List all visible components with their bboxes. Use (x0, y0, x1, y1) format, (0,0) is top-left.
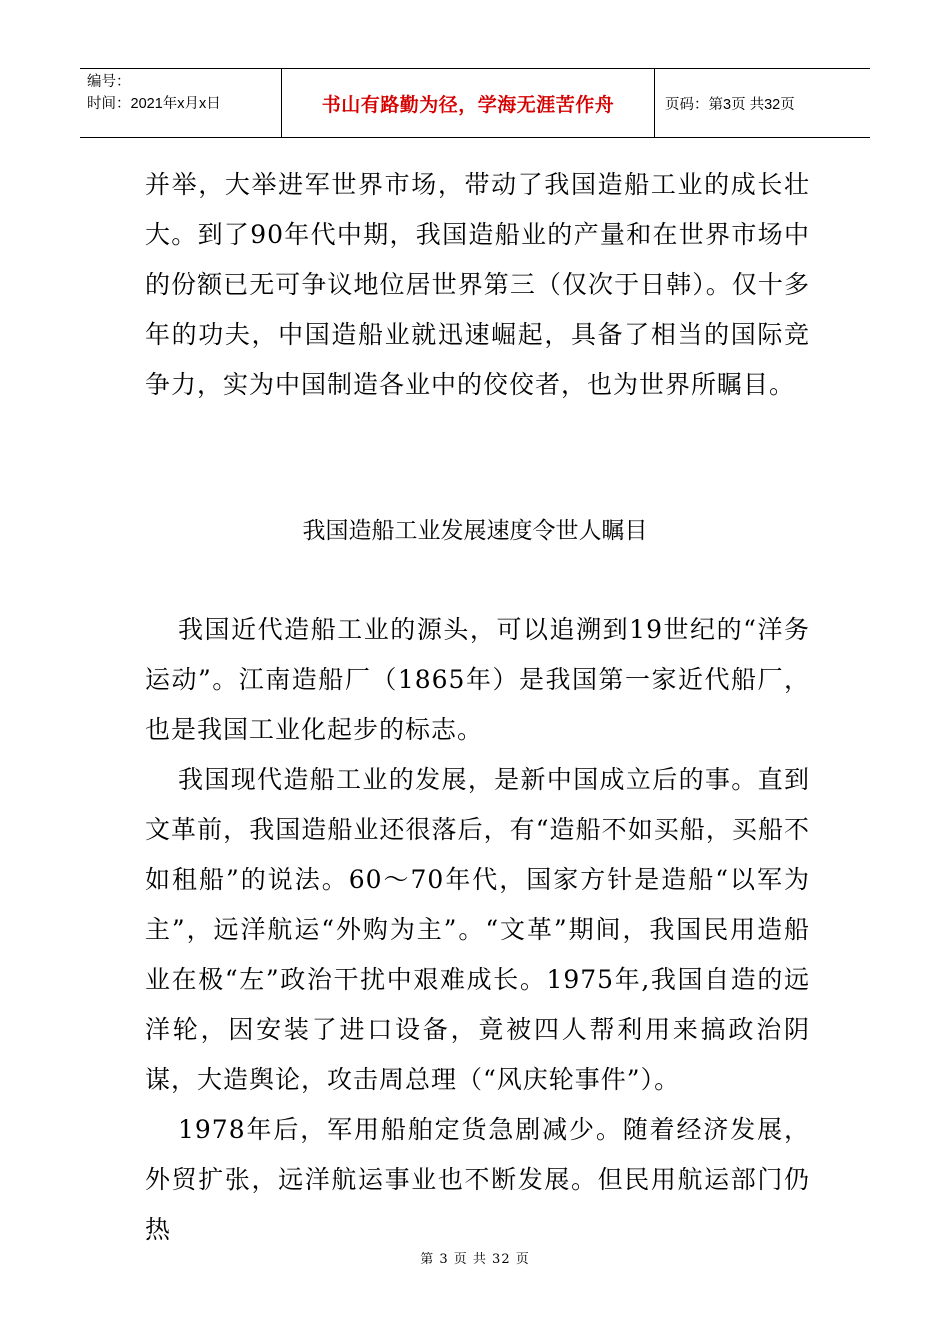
page-footer: 第 3 页 共 32 页 (420, 1252, 530, 1267)
header-motto-cell (282, 69, 655, 137)
document-time-label: 时间：2021年x月x日 (87, 96, 221, 112)
header-meta (80, 69, 282, 137)
paragraph: 1978年后，军用船舶定货急剧减少。随着经济发展，外贸扩张，远洋航运事业也不断发展。但民用航运部门仍热 (145, 1115, 810, 1244)
intro-text-block (145, 160, 810, 410)
intro-paragraph: 并举，大举进军世界市场，带动了我国造船工业的成长壮大。到了90年代中期，我国造船业的产量和在世界市场中的份额已无可争议地位居世界第三（仅次于日韩）。仅十多年的功夫，中国造船业就迅速崛起，具备了相当的国际竞争力，实为中国制造各业中的佼佼者，也为世界所瞩目。 (145, 170, 810, 399)
section-title: 我国造船工业发展速度令世人瞩目 (302, 518, 648, 544)
header-motto: 书山有路勤为径，学海无涯苦作舟 (321, 93, 615, 116)
paragraph: 我国近代造船工业的源头，可以追溯到19世纪的“洋务运动”。江南造船厂（1865年）是我国第一家近代船厂，也是我国工业化起步的标志。 (145, 615, 810, 744)
document-header (80, 68, 870, 138)
header-page-info: 页码：第3页 共32页 (665, 96, 795, 113)
document-number-label: 编号： (87, 74, 131, 90)
section-body (145, 605, 810, 1255)
paragraph: 我国现代造船工业的发展，是新中国成立后的事。直到文革前，我国造船业还很落后，有“造船不如买船，买船不如租船”的说法。60～70年代，国家方针是造船“以军为主”，远洋航运“外购为主”。“文革”期间，我国民用造船业在极“左”政治干扰中艰难成长。1975年,我国自造的远洋轮，因安装了进口设备，竟被四人帮利用来搞政治阴谋，大造舆论，攻击周总理（“风庆轮事件”）。 (145, 765, 810, 1094)
